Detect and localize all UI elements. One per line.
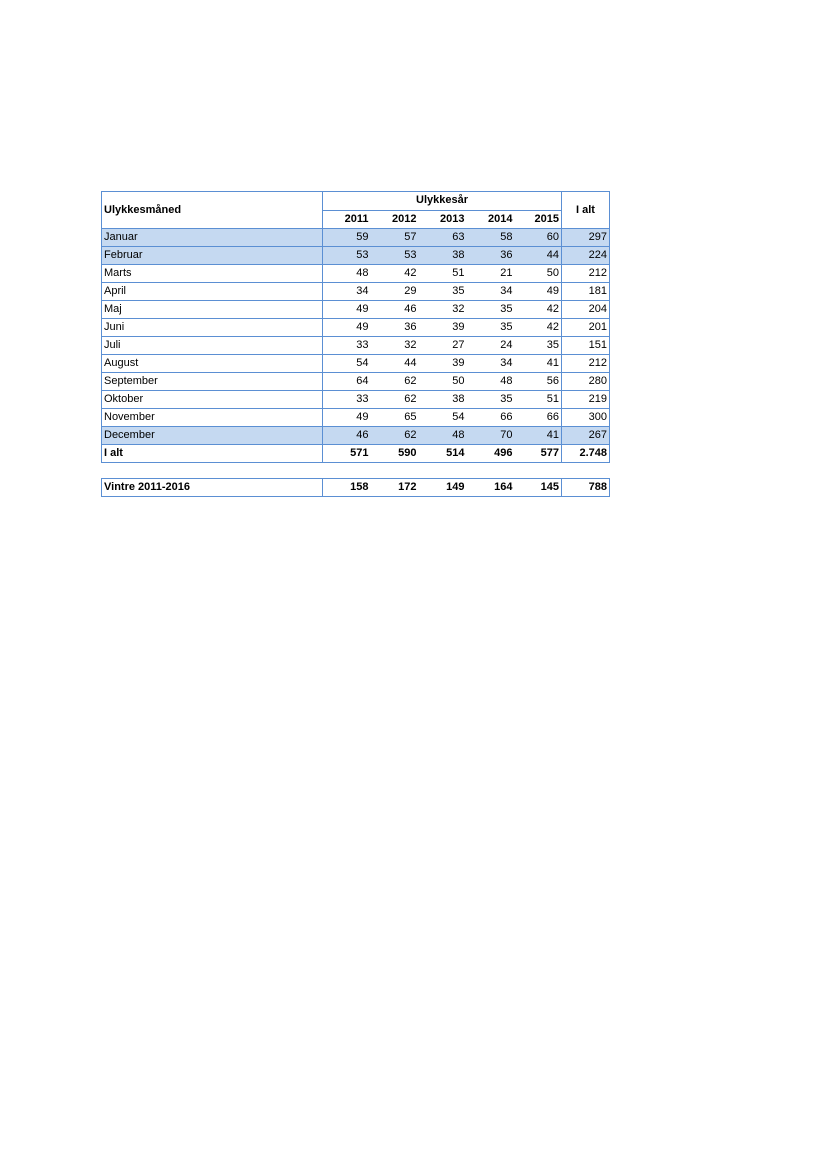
month-row xyxy=(102,427,610,445)
value-cell: 44 xyxy=(515,247,562,265)
value-cell: 59 xyxy=(323,229,371,247)
month-row xyxy=(102,373,610,391)
value-cell: 62 xyxy=(371,427,419,445)
value-cell: 33 xyxy=(323,337,371,355)
value-cell: 53 xyxy=(323,247,371,265)
row-label-cell: Maj xyxy=(102,301,323,319)
value-cell: 36 xyxy=(371,319,419,337)
value-cell: 66 xyxy=(467,409,515,427)
value-cell: 57 xyxy=(371,229,419,247)
value-cell: 38 xyxy=(419,247,467,265)
value-cell: 34 xyxy=(323,283,371,301)
value-cell: 158 xyxy=(323,479,371,497)
row-total-cell: 219 xyxy=(562,391,610,409)
row-label-cell: December xyxy=(102,427,323,445)
value-cell: 35 xyxy=(467,391,515,409)
value-cell: 34 xyxy=(467,355,515,373)
value-cell: 66 xyxy=(515,409,562,427)
value-cell: 60 xyxy=(515,229,562,247)
month-row xyxy=(102,337,610,355)
row-label-cell: Januar xyxy=(102,229,323,247)
row-label-cell: Marts xyxy=(102,265,323,283)
value-cell: 164 xyxy=(467,479,515,497)
value-cell: 50 xyxy=(515,265,562,283)
total-header-cell: I alt xyxy=(562,192,610,229)
value-cell: 42 xyxy=(371,265,419,283)
value-cell: 49 xyxy=(515,283,562,301)
value-cell: 70 xyxy=(467,427,515,445)
value-cell: 172 xyxy=(371,479,419,497)
year-header-cell: 2013 xyxy=(419,210,467,229)
value-cell: 571 xyxy=(323,445,371,463)
value-cell: 496 xyxy=(467,445,515,463)
value-cell: 64 xyxy=(323,373,371,391)
value-cell: 54 xyxy=(323,355,371,373)
row-label-cell: Februar xyxy=(102,247,323,265)
value-cell: 39 xyxy=(419,355,467,373)
row-label-cell: Juni xyxy=(102,319,323,337)
row-total-cell: 788 xyxy=(562,479,610,497)
value-cell: 41 xyxy=(515,355,562,373)
month-row xyxy=(102,247,610,265)
value-cell: 27 xyxy=(419,337,467,355)
value-cell: 62 xyxy=(371,373,419,391)
month-row xyxy=(102,265,610,283)
value-cell: 32 xyxy=(371,337,419,355)
row-total-cell: 280 xyxy=(562,373,610,391)
month-row xyxy=(102,355,610,373)
value-cell: 36 xyxy=(467,247,515,265)
row-total-cell: 212 xyxy=(562,355,610,373)
value-cell: 48 xyxy=(323,265,371,283)
row-total-cell: 300 xyxy=(562,409,610,427)
row-total-cell: 267 xyxy=(562,427,610,445)
value-cell: 24 xyxy=(467,337,515,355)
value-cell: 48 xyxy=(467,373,515,391)
row-label-cell: November xyxy=(102,409,323,427)
value-cell: 63 xyxy=(419,229,467,247)
value-cell: 51 xyxy=(515,391,562,409)
row-total-cell: 297 xyxy=(562,229,610,247)
row-total-cell: 224 xyxy=(562,247,610,265)
value-cell: 33 xyxy=(323,391,371,409)
value-cell: 50 xyxy=(419,373,467,391)
value-cell: 56 xyxy=(515,373,562,391)
value-cell: 46 xyxy=(323,427,371,445)
month-row xyxy=(102,409,610,427)
value-cell: 145 xyxy=(515,479,562,497)
value-cell: 34 xyxy=(467,283,515,301)
year-header-cell: 2011 xyxy=(323,210,371,229)
row-total-cell: 151 xyxy=(562,337,610,355)
value-cell: 46 xyxy=(371,301,419,319)
row-total-cell: 2.748 xyxy=(562,445,610,463)
value-cell: 21 xyxy=(467,265,515,283)
row-total-cell: 212 xyxy=(562,265,610,283)
value-cell: 62 xyxy=(371,391,419,409)
row-total-cell: 181 xyxy=(562,283,610,301)
value-cell: 35 xyxy=(467,319,515,337)
spacer-cell xyxy=(102,463,610,479)
group-header-cell: Ulykkesår xyxy=(323,192,562,211)
row-label-cell: September xyxy=(102,373,323,391)
value-cell: 35 xyxy=(419,283,467,301)
value-cell: 54 xyxy=(419,409,467,427)
value-cell: 65 xyxy=(371,409,419,427)
row-label-cell: Juli xyxy=(102,337,323,355)
month-row xyxy=(102,301,610,319)
row-label-cell: Oktober xyxy=(102,391,323,409)
total-row xyxy=(102,445,610,463)
row-label-cell: August xyxy=(102,355,323,373)
value-cell: 39 xyxy=(419,319,467,337)
spacer-row xyxy=(102,463,610,479)
value-cell: 49 xyxy=(323,409,371,427)
value-cell: 51 xyxy=(419,265,467,283)
row-total-cell: 201 xyxy=(562,319,610,337)
month-row xyxy=(102,283,610,301)
value-cell: 149 xyxy=(419,479,467,497)
value-cell: 38 xyxy=(419,391,467,409)
value-cell: 53 xyxy=(371,247,419,265)
value-cell: 49 xyxy=(323,301,371,319)
month-row xyxy=(102,391,610,409)
header-row-1 xyxy=(102,192,610,211)
year-header-cell: 2014 xyxy=(467,210,515,229)
row-label-cell: Vintre 2011-2016 xyxy=(102,479,323,497)
year-header-cell: 2015 xyxy=(515,210,562,229)
row-total-cell: 204 xyxy=(562,301,610,319)
value-cell: 49 xyxy=(323,319,371,337)
row-label-cell: I alt xyxy=(102,445,323,463)
value-cell: 48 xyxy=(419,427,467,445)
value-cell: 35 xyxy=(515,337,562,355)
value-cell: 577 xyxy=(515,445,562,463)
value-cell: 42 xyxy=(515,301,562,319)
value-cell: 41 xyxy=(515,427,562,445)
value-cell: 58 xyxy=(467,229,515,247)
value-cell: 590 xyxy=(371,445,419,463)
month-row xyxy=(102,229,610,247)
row-label-cell: April xyxy=(102,283,323,301)
value-cell: 514 xyxy=(419,445,467,463)
value-cell: 35 xyxy=(467,301,515,319)
value-cell: 32 xyxy=(419,301,467,319)
vintre-row xyxy=(102,479,610,497)
row-header-cell: Ulykkesmåned xyxy=(102,192,323,229)
value-cell: 29 xyxy=(371,283,419,301)
value-cell: 44 xyxy=(371,355,419,373)
year-header-cell: 2012 xyxy=(371,210,419,229)
month-row xyxy=(102,319,610,337)
value-cell: 42 xyxy=(515,319,562,337)
accident-table xyxy=(101,191,610,497)
